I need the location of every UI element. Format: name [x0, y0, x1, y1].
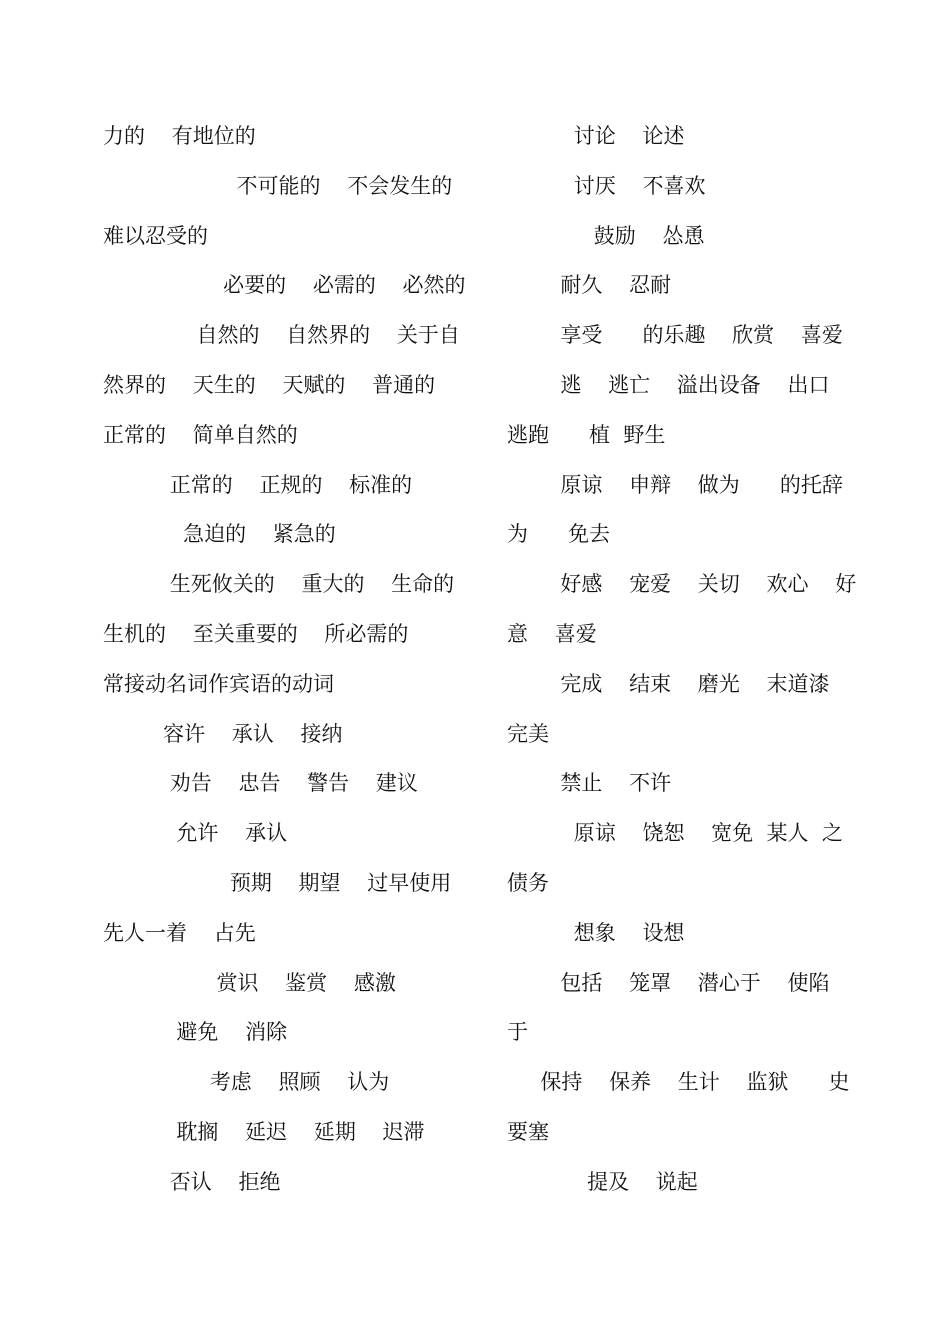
- right-line: 好感 宠爱 关切 欢心 好: [507, 572, 857, 597]
- left-line: 正常的 简单自然的: [103, 422, 298, 447]
- left-line: 生死攸关的 重大的 生命的: [103, 572, 455, 597]
- right-line: 包括 笼罩 潜心于 使陷: [507, 970, 830, 995]
- right-line: 讨论 论述: [507, 124, 685, 148]
- right-line: 享受 的乐趣 欣赏 喜爱: [507, 323, 843, 348]
- right-line: 鼓励 怂恿: [507, 223, 705, 248]
- right-line: 想象 设想: [507, 920, 685, 945]
- right-line: 逃 逃亡 溢出设备 出口: [507, 372, 830, 397]
- left-line: 预期 期望 过早使用: [103, 870, 452, 895]
- left-line: 急迫的 紧急的: [103, 522, 336, 547]
- left-line: 劝告 忠告 警告 建议: [103, 771, 418, 796]
- right-line: 提及 说起: [507, 1169, 698, 1194]
- right-line: 原谅 饶恕 宽免 某人 之: [507, 821, 843, 846]
- left-line: 自然的 自然界的 关于自: [103, 323, 460, 348]
- right-line: 原谅 申辩 做为 的托辞: [507, 472, 843, 497]
- right-line: 意 喜爱: [507, 621, 597, 646]
- left-line: 然界的 天生的 天赋的 普通的: [103, 372, 436, 397]
- left-line: 耽搁 延迟 延期 迟滞: [103, 1119, 425, 1144]
- left-line: 先人一着 占先: [103, 920, 256, 945]
- left-line: 否认 拒绝: [103, 1169, 281, 1194]
- right-line: 完美: [507, 721, 549, 746]
- left-line: 力的 有地位的: [103, 124, 256, 148]
- right-line: 保持 保养 生计 监狱 史: [507, 1070, 850, 1095]
- left-line: 生机的 至关重要的 所必需的: [103, 621, 409, 646]
- left-line: 避免 消除: [103, 1020, 288, 1045]
- right-line: 完成 结束 磨光 末道漆: [507, 671, 830, 696]
- left-column: [103, 118, 475, 1214]
- left-line: 不可能的 不会发生的: [103, 173, 453, 198]
- right-line: 为 免去: [507, 522, 611, 547]
- right-line: 耐久 忍耐: [507, 273, 672, 298]
- left-line: 赏识 鉴赏 感激: [103, 970, 396, 995]
- left-line: 考虑 照顾 认为: [103, 1070, 390, 1095]
- left-line: 常接动名词作宾语的动词: [103, 671, 334, 696]
- right-line: 逃跑 植 野生: [507, 422, 666, 447]
- right-line: 禁止 不许: [507, 771, 672, 796]
- left-line: 容许 承认 接纳: [103, 721, 343, 746]
- left-line: 难以忍受的: [103, 223, 208, 248]
- left-line: 必要的 必需的 必然的: [103, 273, 466, 298]
- right-column: [507, 118, 879, 1214]
- right-line: 讨厌 不喜欢: [507, 173, 706, 198]
- right-line: 于: [507, 1020, 528, 1045]
- left-line: 允许 承认: [103, 821, 288, 846]
- right-line: 债务: [507, 870, 549, 895]
- right-line: 要塞: [507, 1119, 549, 1144]
- left-line: 正常的 正规的 标准的: [103, 472, 413, 497]
